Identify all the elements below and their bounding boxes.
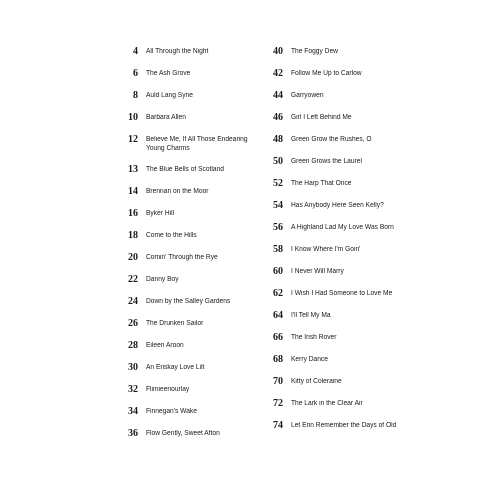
toc-entry: [256, 333, 416, 343]
song-title: The Harp That Once: [291, 180, 352, 187]
toc-entry: [95, 91, 256, 101]
page-number: 40: [273, 46, 283, 57]
page-number: 4: [133, 46, 138, 57]
song-title: Finnegan's Wake: [146, 408, 197, 415]
page-number: 58: [273, 244, 283, 255]
toc-entry: [256, 267, 416, 277]
song-title: Eileen Aroon: [146, 342, 184, 349]
toc-entry: [95, 187, 256, 197]
toc-entry: [95, 429, 256, 439]
song-title: Brennan on the Moor: [146, 188, 209, 195]
toc-entry: [95, 341, 256, 351]
page-number: 36: [128, 428, 138, 439]
song-title: The Ash Grove: [146, 70, 191, 77]
song-title: Follow Me Up to Carlow: [291, 70, 362, 77]
toc-entry: [95, 231, 256, 241]
page-number: 46: [273, 112, 283, 123]
page-number: 70: [273, 376, 283, 387]
toc-entry: [95, 69, 256, 79]
toc-entry: [256, 201, 416, 211]
toc-entry: [95, 319, 256, 329]
page-number: 10: [128, 112, 138, 123]
toc-entry: [95, 135, 256, 153]
song-title: Believe Me, If All Those Endearing Young Charms: [146, 136, 248, 152]
song-title: Byker Hill: [146, 210, 175, 217]
song-title: The Blue Bells of Scotland: [146, 166, 225, 173]
song-title: Danny Boy: [146, 276, 179, 283]
toc-entry: [256, 421, 416, 431]
toc-entry: [95, 253, 256, 263]
song-title: Green Grows the Laurel: [291, 158, 362, 165]
song-title: Barbara Allen: [146, 114, 186, 121]
song-title: An Eriskay Love Lilt: [146, 364, 205, 371]
page-number: 60: [273, 266, 283, 277]
page-number: 12: [128, 134, 138, 145]
toc-entry: [256, 399, 416, 409]
page-number: 54: [273, 200, 283, 211]
toc-entry: [95, 113, 256, 123]
toc-entry: [256, 311, 416, 321]
page-number: 30: [128, 362, 138, 373]
toc-entry: [256, 355, 416, 365]
toc-entry: [256, 113, 416, 123]
page-number: 13: [128, 164, 138, 175]
page-number: 48: [273, 134, 283, 145]
song-title: I Know Where I'm Goin': [291, 246, 361, 253]
page-number: 56: [273, 222, 283, 233]
page-number: 64: [273, 310, 283, 321]
page-number: 32: [128, 384, 138, 395]
song-title: I'll Tell My Ma: [291, 312, 331, 319]
song-title: The Drunken Sailor: [146, 320, 204, 327]
song-title: Auld Lang Syne: [146, 92, 193, 99]
toc-entry: [95, 209, 256, 219]
song-title: Comin' Through the Rye: [146, 254, 218, 261]
page-number: 18: [128, 230, 138, 241]
page-number: 22: [128, 274, 138, 285]
page-number: 8: [133, 90, 138, 101]
song-title: Come to the Hills: [146, 232, 197, 239]
toc-entry: [256, 377, 416, 387]
song-title: I Wish I Had Someone to Love Me: [291, 290, 393, 297]
toc-entry: [256, 91, 416, 101]
toc-entry: [256, 223, 416, 233]
page-number: 6: [133, 68, 138, 79]
song-title: Has Anybody Here Seen Kelly?: [291, 202, 384, 209]
song-title: Girl I Left Behind Me: [291, 114, 352, 121]
song-title: The Foggy Dew: [291, 48, 338, 55]
toc-entry: [256, 157, 416, 167]
song-title: Flow Gently, Sweet Afton: [146, 430, 220, 437]
song-title: I Never Will Marry: [291, 268, 344, 275]
toc-entry: [256, 69, 416, 79]
page-number: 52: [273, 178, 283, 189]
page-number: 24: [128, 296, 138, 307]
page-number: 34: [128, 406, 138, 417]
toc-entry: [95, 275, 256, 285]
toc-entry: [256, 179, 416, 189]
page-number: 28: [128, 340, 138, 351]
page-number: 62: [273, 288, 283, 299]
song-title: The Irish Rover: [291, 334, 337, 341]
song-title: Garryowen: [291, 92, 324, 99]
page-number: 20: [128, 252, 138, 263]
page-number: 50: [273, 156, 283, 167]
page-number: 16: [128, 208, 138, 219]
page-number: 26: [128, 318, 138, 329]
page-number: 14: [128, 186, 138, 197]
song-title: All Through the Night: [146, 48, 209, 55]
toc-entry: [95, 165, 256, 175]
toc-entry: [95, 407, 256, 417]
page-number: 66: [273, 332, 283, 343]
page-number: 74: [273, 420, 283, 431]
toc-entry: [256, 245, 416, 255]
song-title: A Highland Lad My Love Was Born: [291, 224, 394, 231]
toc-entry: [256, 47, 416, 57]
toc-entry: [95, 385, 256, 395]
song-title: Kitty of Coleraine: [291, 378, 342, 385]
page-number: 72: [273, 398, 283, 409]
song-title: Down by the Salley Gardens: [146, 298, 231, 305]
page-number: 42: [273, 68, 283, 79]
song-title: Flimieeriourlay: [146, 386, 190, 393]
song-title: The Lark in the Clear Air: [291, 400, 363, 407]
toc-entry: [256, 289, 416, 299]
song-title: Kerry Dance: [291, 356, 328, 363]
page-number: 68: [273, 354, 283, 365]
song-title: Green Grow the Rushes, O: [291, 136, 372, 143]
page-number: 44: [273, 90, 283, 101]
song-title: Let Erin Remember the Days of Old: [291, 422, 397, 429]
toc-entry: [95, 363, 256, 373]
toc-entry: [95, 297, 256, 307]
toc-entry: [256, 135, 416, 145]
toc-entry: [95, 47, 256, 57]
